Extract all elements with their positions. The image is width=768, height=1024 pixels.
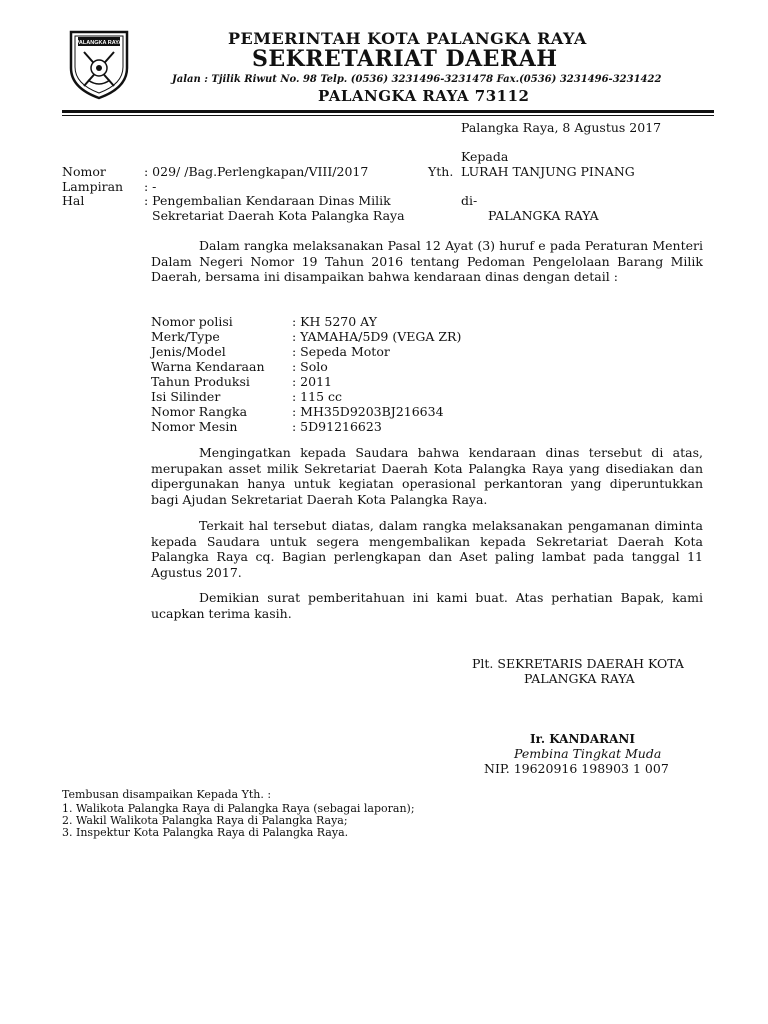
body-paragraph-1: Dalam rangka melaksanakan Pasal 12 Ayat (3) huruf e pada Peraturan Menteri Dalam Negeri Nomor 19 Tahun 2016 tentang Pedoman Pengelolaan Barang Milik Daerah, bersama ini disampaikan bahwa kendaraan dinas dengan detail : xyxy=(151,238,703,284)
header-rule-thick xyxy=(62,110,714,113)
city-emblem-logo xyxy=(68,28,130,100)
lampiran-label: Lampiran xyxy=(62,179,124,194)
vehicle-label: Isi Silinder xyxy=(151,389,221,404)
vehicle-value: : YAMAHA/5D9 (VEGA ZR) xyxy=(292,329,462,344)
body-paragraph-2: Mengingatkan kepada Saudara bahwa kendaraan dinas tersebut di atas, merupakan asset milik Sekretariat Daerah Kota Palangka Raya yang disediakan dan dipergunakan hanya untuk kegiatan operasional perkantoran yang diperuntukkan bagi Ajudan Sekretariat Daerah Kota Palangka Raya. xyxy=(151,445,703,507)
tembusan-item: 3. Inspektur Kota Palangka Raya di Palangka Raya. xyxy=(62,826,349,839)
vehicle-label: Warna Kendaraan xyxy=(151,359,265,374)
tembusan-item: 2. Wakil Walikota Palangka Raya di Palangka Raya; xyxy=(62,814,348,827)
vehicle-value: : 2011 xyxy=(292,374,332,389)
header-address: Jalan : Tjilik Riwut No. 98 Telp. (0536) 3231496-3231478 Fax.(0536) 3231496-3231422 xyxy=(172,74,662,85)
hal-value-line2: Sekretariat Daerah Kota Palangka Raya xyxy=(152,208,405,223)
nomor-value: : 029/ /Bag.Perlengkapan/VIII/2017 xyxy=(144,164,369,179)
signatory-rank: Pembina Tingkat Muda xyxy=(514,746,662,761)
vehicle-label: Jenis/Model xyxy=(151,344,226,359)
svg-text:PALANGKA RAYA: PALANGKA RAYA xyxy=(75,40,123,46)
nomor-label: Nomor xyxy=(62,164,106,179)
header-city-zip: PALANGKA RAYA 73112 xyxy=(318,87,530,105)
recipient-kepada: Kepada xyxy=(461,149,509,164)
vehicle-value: : 115 cc xyxy=(292,389,343,404)
header-office: SEKRETARIAT DAERAH xyxy=(252,46,558,72)
recipient-yth: Yth. xyxy=(428,164,454,179)
vehicle-value: : Solo xyxy=(292,359,328,374)
vehicle-value: : MH35D9203BJ216634 xyxy=(292,404,444,419)
hal-value-line1: : Pengembalian Kendaraan Dinas Milik xyxy=(144,193,391,208)
signature-title-line2: PALANGKA RAYA xyxy=(524,671,635,686)
header-rule-thin xyxy=(62,115,714,116)
tembusan-item: 1. Walikota Palangka Raya di Palangka Raya (sebagai laporan); xyxy=(62,802,415,815)
recipient-place: PALANGKA RAYA xyxy=(488,208,599,223)
tembusan-heading: Tembusan disampaikan Kepada Yth. : xyxy=(62,788,272,801)
letter-date: Palangka Raya, 8 Agustus 2017 xyxy=(461,120,662,135)
vehicle-value: : KH 5270 AY xyxy=(292,314,377,329)
signatory-name: Ir. KANDARANI xyxy=(530,732,635,746)
vehicle-value: : Sepeda Motor xyxy=(292,344,390,359)
vehicle-label: Tahun Produksi xyxy=(151,374,250,389)
vehicle-label: Nomor Mesin xyxy=(151,419,238,434)
vehicle-label: Nomor polisi xyxy=(151,314,233,329)
body-paragraph-4: Demikian surat pemberitahuan ini kami buat. Atas perhatian Bapak, kami ucapkan terima kasih. xyxy=(151,590,703,621)
hal-label: Hal xyxy=(62,193,85,208)
signatory-nip: NIP. 19620916 198903 1 007 xyxy=(484,761,669,776)
header-government: PEMERINTAH KOTA PALANGKA RAYA xyxy=(228,29,587,48)
vehicle-label: Nomor Rangka xyxy=(151,404,248,419)
vehicle-label: Merk/Type xyxy=(151,329,220,344)
body-paragraph-3: Terkait hal tersebut diatas, dalam rangka melaksanakan pengamanan diminta kepada Saudara untuk segera mengembalikan kepada Sekretariat Daerah Kota Palangka Raya cq. Bagian perlengkapan dan Aset paling lambat pada tanggal 11 Agustus 2017. xyxy=(151,518,703,580)
recipient-di: di- xyxy=(461,193,478,208)
recipient-name: LURAH TANJUNG PINANG xyxy=(461,164,635,179)
lampiran-value: : - xyxy=(144,179,157,194)
vehicle-value: : 5D91216623 xyxy=(292,419,382,434)
signature-title-line1: Plt. SEKRETARIS DAERAH KOTA xyxy=(472,656,684,671)
